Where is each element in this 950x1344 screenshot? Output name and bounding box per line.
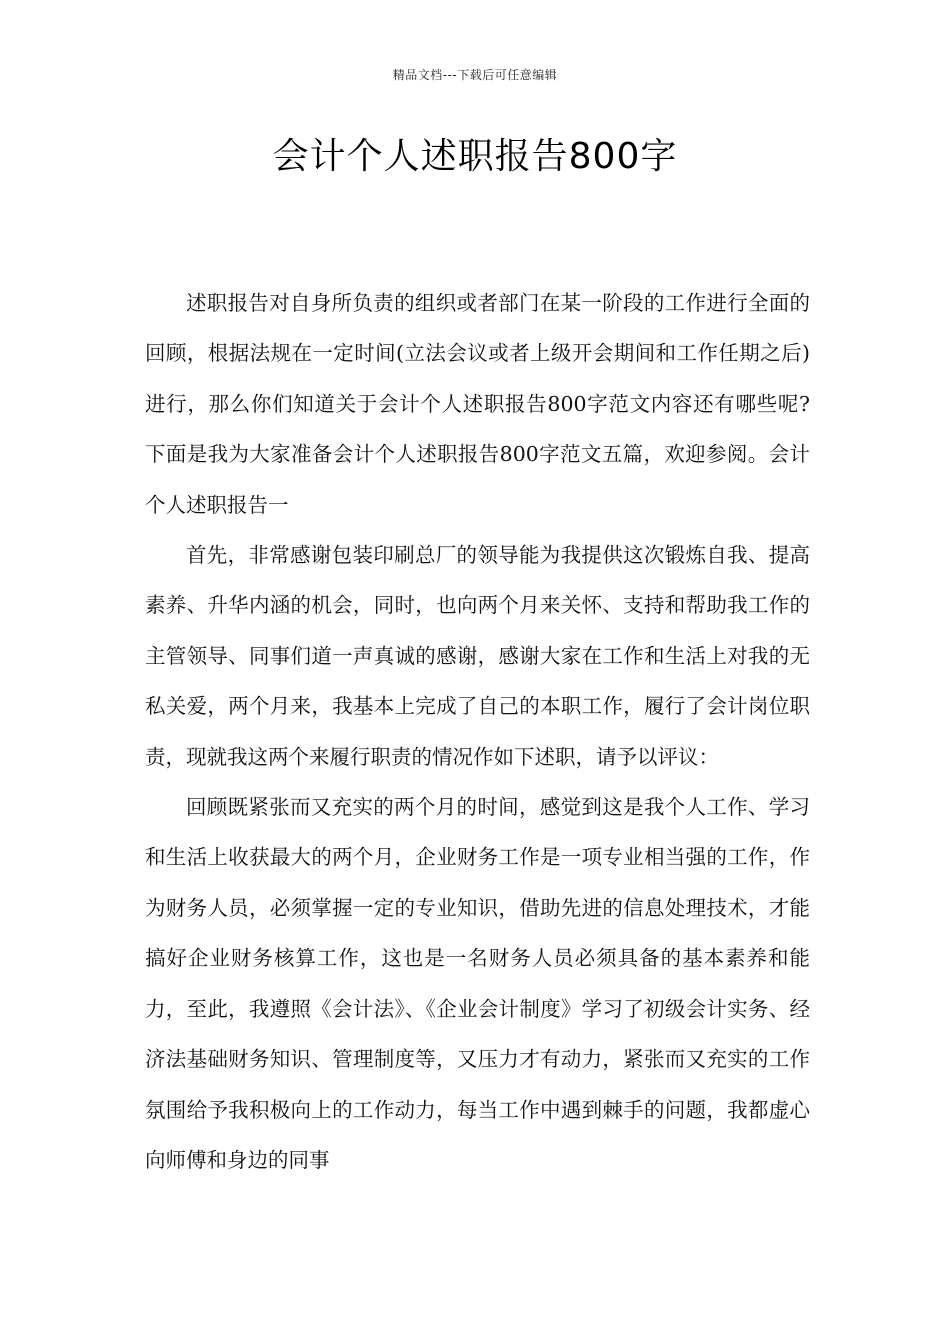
paragraph-thanks: 首先，非常感谢包装印刷总厂的领导能为我提供这次锻炼自我、提高素养、升华内涵的机会，同时，也向两个月来关怀、支持和帮助我工作的主管领导、同事们道一声真诚的感谢，感谢大家在工作和生活上对我的无私关爱，两个月来，我基本上完成了自己的本职工作，履行了会计岗位职责，现就我这两个来履行职责的情况作如下述职，请予以评议： [145,543,810,769]
document-body [145,278,810,1185]
header-watermark: 精品文档---下载后可任意编辑 [392,68,558,82]
paragraph-review: 回顾既紧张而又充实的两个月的时间，感觉到这是我个人工作、学习和生活上收获最大的两个月，企业财务工作是一项专业相当强的工作，作为财务人员，必须掌握一定的专业知识，借助先进的信息处理技术，才能搞好企业财务核算工作，这也是一名财务人员必须具备的基本素养和能力，至此，我遵照《会计法》、《企业会计制度》学习了初级会计实务、经济法基础财务知识、管理制度等，又压力才有动力，紧张而又充实的工作氛围给予我积极向上的工作动力，每当工作中遇到棘手的问题，我都虚心向师傅和身边的同事 [145,795,810,1172]
paragraph-intro: 述职报告对自身所负责的组织或者部门在某一阶段的工作进行全面的回顾，根据法规在一定时间(立法会议或者上级开会期间和工作任期之后)进行，那么你们知道关于会计个人述职报告800字范文内容还有哪些呢?下面是我为大家准备会计个人述职报告800字范文五篇，欢迎参阅。会计个人述职报告一 [145,291,810,517]
document-title: 会计个人述职报告800字 [272,136,678,177]
